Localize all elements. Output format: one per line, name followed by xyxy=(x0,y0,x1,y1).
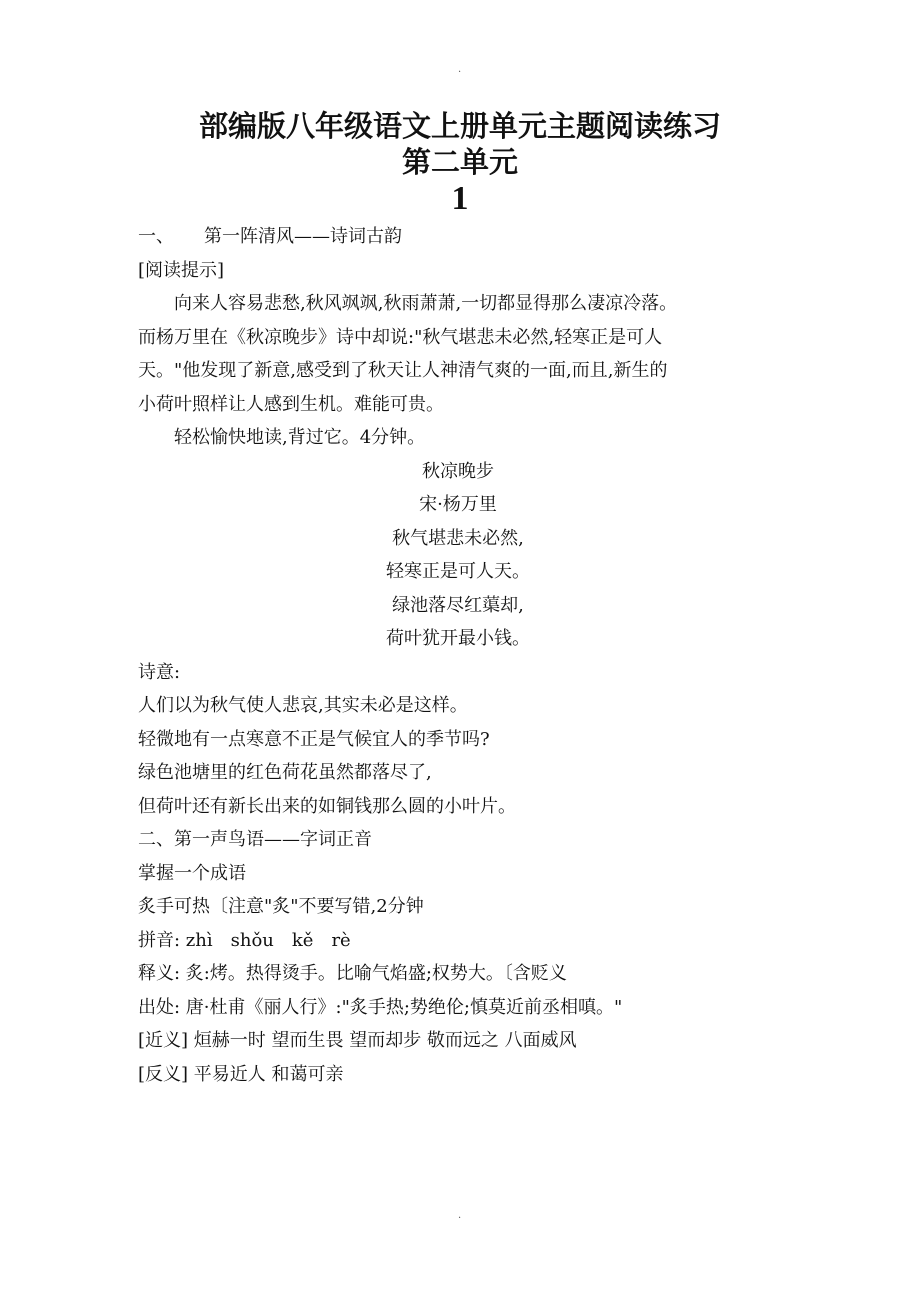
meaning-line: 绿色池塘里的红色荷花虽然都落尽了, xyxy=(138,762,432,783)
page-dot-top: . xyxy=(458,64,462,75)
poem-line: 绿池落尽红蕖却, xyxy=(392,594,524,616)
idiom-synonyms: [近义] 烜赫一时 望而生畏 望而却步 敬而远之 八面威风 xyxy=(138,1030,577,1051)
poem-author: 宋·杨万里 xyxy=(419,494,497,515)
reading-hint-label: [阅读提示] xyxy=(138,259,225,281)
section1-heading xyxy=(138,220,798,254)
hint-line: 向来人容易悲愁,秋风飒飒,秋雨萧萧,一切都显得那么凄凉冷落。 xyxy=(174,293,678,314)
meaning-line: 轻微地有一点寒意不正是气候宜人的季节吗? xyxy=(138,728,490,750)
poem-line: 荷叶犹开最小钱。 xyxy=(386,628,530,649)
section1-title: 第一阵清风——诗词古韵 xyxy=(204,226,402,247)
page-dot-bottom: . xyxy=(458,1210,462,1221)
poem-title: 秋凉晚步 xyxy=(422,460,494,482)
document-body xyxy=(138,220,798,1091)
meaning-line: 人们以为秋气使人悲哀,其实未必是这样。 xyxy=(138,695,468,716)
section1-number: 一、 xyxy=(138,226,174,247)
hint-line: 天。"他发现了新意,感受到了秋天让人神清气爽的一面,而且,新生的 xyxy=(138,360,668,381)
section2-heading: 二、第一声鸟语——字词正音 xyxy=(138,829,372,850)
poem-line: 轻寒正是可人天。 xyxy=(386,561,530,582)
unit-number: 1 xyxy=(451,180,469,217)
unit-title: 第二单元 xyxy=(401,145,518,179)
document-title: 部编版八年级语文上册单元主题阅读练习 xyxy=(198,109,721,143)
idiom-meaning: 释义: 炙:烤。热得烫手。比喻气焰盛;权势大。〔含贬义 xyxy=(138,963,567,984)
hint-line: 小荷叶照样让人感到生机。难能可贵。 xyxy=(138,393,444,415)
idiom-antonyms: [反义] 平易近人 和蔼可亲 xyxy=(138,1063,344,1085)
idiom-pinyin: 拼音: zhì shǒu kě rè xyxy=(138,929,351,951)
title-block xyxy=(0,108,920,216)
idiom-line: 炙手可热〔注意"炙"不要写错,2分钟 xyxy=(138,896,424,917)
meaning-label: 诗意: xyxy=(138,661,181,683)
hint-line: 而杨万里在《秋凉晚步》诗中却说:"秋气堪悲未必然,轻寒正是可人 xyxy=(138,326,663,348)
meaning-line: 但荷叶还有新长出来的如铜钱那么圆的小叶片。 xyxy=(138,795,516,817)
section2-subheading: 掌握一个成语 xyxy=(138,862,246,884)
poem-line: 秋气堪悲未必然, xyxy=(392,527,524,549)
reading-instruction: 轻松愉快地读,背过它。4分钟。 xyxy=(174,427,426,448)
idiom-source: 出处: 唐·杜甫《丽人行》:"炙手热;势绝伦;慎莫近前丞相嗔。" xyxy=(138,996,623,1018)
